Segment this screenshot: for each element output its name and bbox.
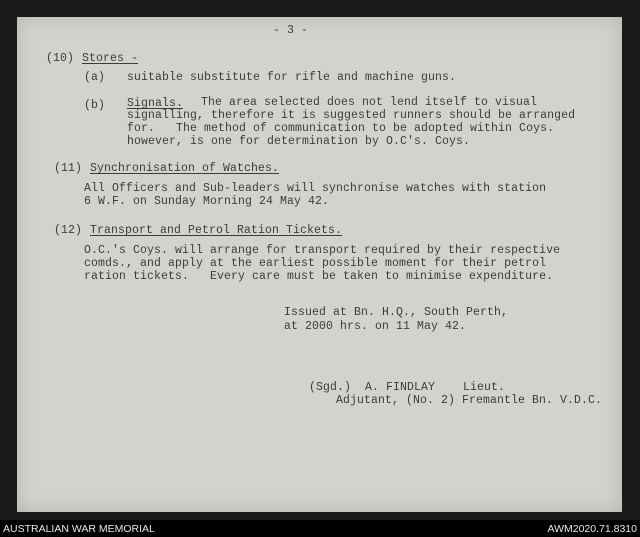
section-12-heading: Transport and Petrol Ration Tickets.: [90, 224, 343, 237]
signature-line: (Sgd.) A. FINDLAY Lieut.: [309, 381, 506, 394]
item-a-text: suitable substitute for rifle and machine guns.: [127, 71, 457, 84]
footer-accession-id: AWM2020.71.8310: [547, 523, 637, 535]
signature-title: Adjutant, (No. 2) Fremantle Bn. V.D.C.: [336, 394, 603, 407]
section-11-heading: Synchronisation of Watches.: [90, 162, 280, 175]
section-11-line-2: 6 W.F. on Sunday Morning 24 May 42.: [84, 195, 330, 208]
footer-source: AUSTRALIAN WAR MEMORIAL: [3, 523, 155, 535]
item-b-line-1: The area selected does not lend itself to visual: [201, 96, 538, 109]
section-12-line-3: ration tickets. Every care must be taken to minimise expenditure.: [84, 270, 554, 283]
section-12-line-1: O.C.'s Coys. will arrange for transport required by their respective: [84, 244, 561, 257]
item-b-line-2: signalling, therefore it is suggested runners should be arranged: [127, 109, 576, 122]
page-number: - 3 -: [273, 24, 309, 37]
section-12-line-2: comds., and apply at the earliest possible moment for their petrol: [84, 257, 547, 270]
issued-line-1: Issued at Bn. H.Q., South Perth,: [284, 306, 509, 319]
section-12-number: (12): [54, 224, 83, 237]
item-a-label: (a): [84, 71, 106, 84]
issued-line-2: at 2000 hrs. on 11 May 42.: [284, 320, 467, 333]
item-b-line-4: however, is one for determination by O.C's. Coys.: [127, 135, 471, 148]
item-b-heading: Signals.: [127, 97, 184, 110]
section-11-number: (11): [54, 162, 83, 175]
section-10-heading: Stores -: [82, 52, 139, 65]
item-b-line-3: for. The method of communication to be adopted within Coys.: [127, 122, 555, 135]
item-b-label: (b): [84, 99, 106, 112]
section-11-line-1: All Officers and Sub-leaders will synchronise watches with station: [84, 182, 547, 195]
footer-bar: [0, 520, 640, 537]
section-10-number: (10): [46, 52, 75, 65]
